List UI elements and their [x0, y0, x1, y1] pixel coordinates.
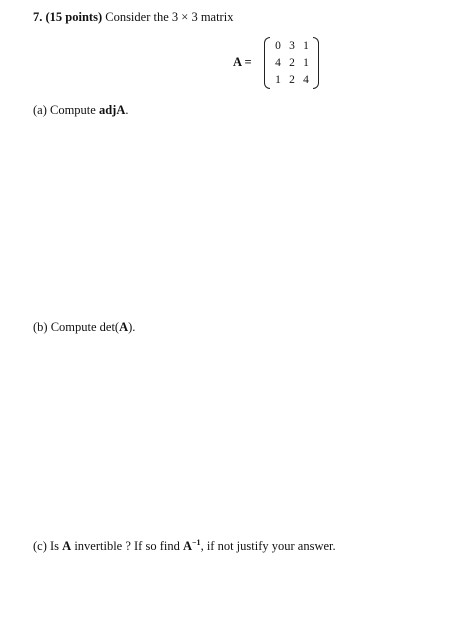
problem-intro: Consider the 3 × 3 matrix: [105, 10, 234, 24]
part-a-question: [33, 103, 129, 118]
part-c-text1: Is: [50, 539, 63, 554]
matrix-cell: 1: [303, 57, 309, 69]
problem-header: [33, 10, 233, 25]
matrix-cell: 1: [303, 40, 309, 52]
part-c-question: [33, 538, 336, 554]
part-b-bold: A: [119, 320, 129, 334]
part-a-letter: (a): [33, 103, 47, 117]
problem-number: 7.: [33, 10, 43, 24]
matrix-label: A =: [233, 55, 252, 69]
matrix-cell: 0: [275, 40, 281, 52]
part-c-text3: , if not justify your answer.: [200, 539, 336, 554]
matrix-cell: 4: [303, 74, 309, 86]
part-b-end: ).: [128, 320, 136, 334]
matrix-right-paren: [313, 37, 319, 89]
part-c-bold1: A: [62, 539, 72, 554]
matrix-cell: 1: [275, 74, 281, 86]
problem-points: (15 points): [45, 10, 103, 24]
part-c-letter: (c): [33, 539, 47, 554]
part-a-end: .: [125, 103, 129, 117]
part-c-superscript: −1: [192, 538, 201, 547]
matrix-cell: 3: [289, 40, 295, 52]
matrix-left-paren: [264, 37, 270, 89]
part-b-text: Compute det(: [50, 320, 120, 334]
part-c-text2: invertible ? If so find: [71, 539, 183, 554]
matrix-display: [233, 37, 333, 91]
part-a-text: Compute: [50, 103, 99, 117]
matrix-grid: [271, 38, 313, 89]
part-a-bold: adjA: [98, 103, 126, 117]
part-c-bold2: A: [182, 539, 192, 554]
part-b-letter: (b): [33, 320, 48, 334]
matrix-cell: 4: [275, 57, 281, 69]
part-b-question: [33, 320, 135, 335]
matrix-cell: 2: [289, 57, 295, 69]
matrix-cell: 2: [289, 74, 295, 86]
